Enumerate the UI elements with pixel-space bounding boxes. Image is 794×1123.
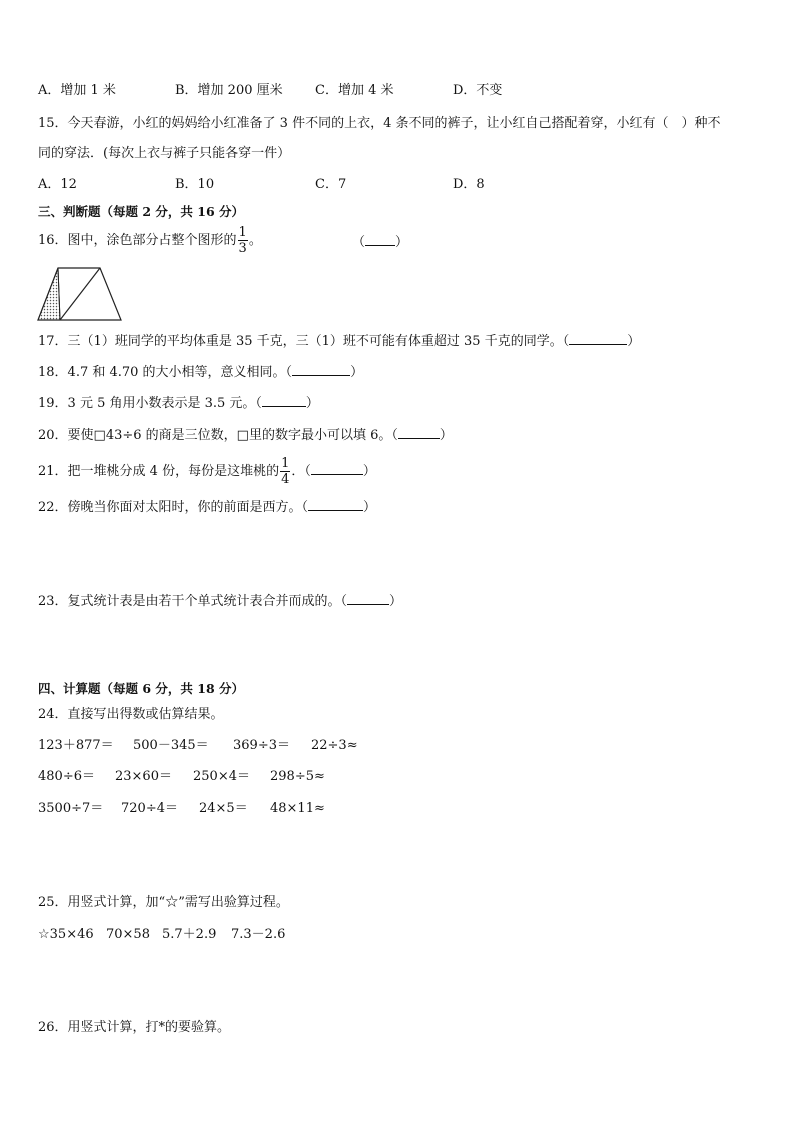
section-3-title: 三、判断题（每题 2 分，共 16 分）: [38, 204, 245, 219]
q16-paren-close: ）: [395, 235, 409, 250]
q21-end: ．（: [291, 464, 311, 479]
q17-paren-close: ）: [627, 334, 641, 349]
q23-text: 23．复式统计表是由若干个单式统计表合并而成的。（: [38, 594, 348, 609]
q21-paren-close: ）: [362, 464, 376, 479]
q15-option-b: B．10: [175, 177, 215, 192]
q16-figure: [37, 266, 123, 322]
q21: [38, 455, 376, 489]
q16-paren-open: （: [352, 235, 366, 250]
q21-text: 21．把一堆桃分成 4 份，每份是这堆桃的: [38, 464, 280, 479]
q24-text: 24．直接写出得数或估算结果。: [38, 707, 224, 722]
q15-option-d: D．8: [453, 177, 485, 192]
q19: [38, 394, 319, 413]
q19-text: 19．3 元 5 角用小数表示是 3.5 元。（: [38, 396, 262, 411]
q25-item-3: 5.7＋2.9: [162, 927, 217, 942]
q19-paren-close: ）: [305, 396, 319, 411]
q20-paren-close: ）: [439, 428, 453, 443]
section-4-title: 四、计算题（每题 6 分，共 18 分）: [38, 681, 245, 696]
q24-r2-c3: 250×4＝: [193, 769, 250, 784]
q24-r2-c2: 23×60＝: [115, 769, 172, 784]
q15-line2: 同的穿法．(每次上衣与裤子只能各穿一件）: [38, 146, 291, 161]
q19-answer-blank[interactable]: [262, 394, 306, 407]
q16-answer: [352, 233, 408, 252]
q14-option-c: C．增加 4 米: [315, 83, 394, 98]
q20-text: 20．要使□43÷6 的商是三位数，□里的数字最小可以填 6。（: [38, 428, 398, 443]
q25-item-4: 7.3－2.6: [231, 927, 286, 942]
q16-period: 。: [248, 233, 262, 248]
q17: [38, 332, 640, 351]
q24-r3-c4: 48×11≈: [270, 801, 325, 816]
q25-item-2: 70×58: [106, 927, 150, 942]
q16: [38, 226, 262, 256]
q16-frac-numerator: 1: [238, 225, 247, 240]
q14-option-d: D．不变: [453, 83, 503, 98]
q22-answer-blank[interactable]: [308, 498, 363, 511]
q23-paren-close: ）: [389, 594, 403, 609]
q20-answer-blank[interactable]: [398, 426, 440, 439]
q24-r1-c2: 500－345＝: [133, 738, 209, 753]
q18-paren-close: ）: [350, 365, 364, 380]
q16-frac-denominator: 3: [238, 241, 247, 256]
q24-r2-c1: 480÷6＝: [38, 769, 95, 784]
q16-text: 16．图中，涂色部分占整个图形的: [38, 233, 237, 248]
q15-option-a: A．12: [38, 177, 77, 192]
q21-frac-numerator: 1: [281, 456, 290, 471]
q21-fraction: [280, 457, 290, 486]
q24-r3-c2: 720÷4＝: [121, 801, 178, 816]
q23: [38, 592, 402, 611]
q16-fraction: [238, 226, 248, 255]
q14-option-a: A．增加 1 米: [38, 83, 116, 98]
q26-text: 26．用竖式计算，打*的要验算。: [38, 1020, 231, 1035]
q22-text: 22．傍晚当你面对太阳时，你的前面是西方。（: [38, 500, 309, 515]
q18-answer-blank[interactable]: [292, 363, 350, 376]
diagonal-line: [60, 268, 100, 320]
q23-answer-blank[interactable]: [347, 592, 389, 605]
q24-r3-c3: 24×5＝: [199, 801, 248, 816]
q17-text: 17．三（1）班同学的平均体重是 35 千克，三（1）班不可能有体重超过 35 千克的同学。（: [38, 334, 570, 349]
q16-answer-blank[interactable]: [365, 233, 395, 246]
q14-option-b: B．增加 200 厘米: [175, 83, 283, 98]
q20: [38, 426, 453, 445]
q24-r1-c3: 369÷3＝: [233, 738, 290, 753]
q24-r1-c1: 123＋877＝: [38, 738, 114, 753]
q18: [38, 363, 363, 382]
q21-answer-blank[interactable]: [311, 462, 363, 475]
q22-paren-close: ）: [363, 500, 377, 515]
q22: [38, 498, 376, 517]
q24-r1-c4: 22÷3≈: [311, 738, 358, 753]
q15-line1: 15．今天春游，小红的妈妈给小红准备了 3 件不同的上衣，4 条不同的裤子，让小红自己搭配着穿，小红有（ ）种不: [38, 116, 721, 131]
q25-text: 25．用竖式计算，加“☆”需写出验算过程。: [38, 895, 289, 910]
q24-r3-c1: 3500÷7＝: [38, 801, 104, 816]
q21-frac-denominator: 4: [281, 472, 290, 487]
q17-answer-blank[interactable]: [569, 332, 627, 345]
q15-option-c: C．7: [315, 177, 347, 192]
q25-item-1: ☆35×46: [38, 927, 94, 942]
q18-text: 18．4.7 和 4.70 的大小相等，意义相同。（: [38, 365, 293, 380]
q24-r2-c4: 298÷5≈: [270, 769, 325, 784]
